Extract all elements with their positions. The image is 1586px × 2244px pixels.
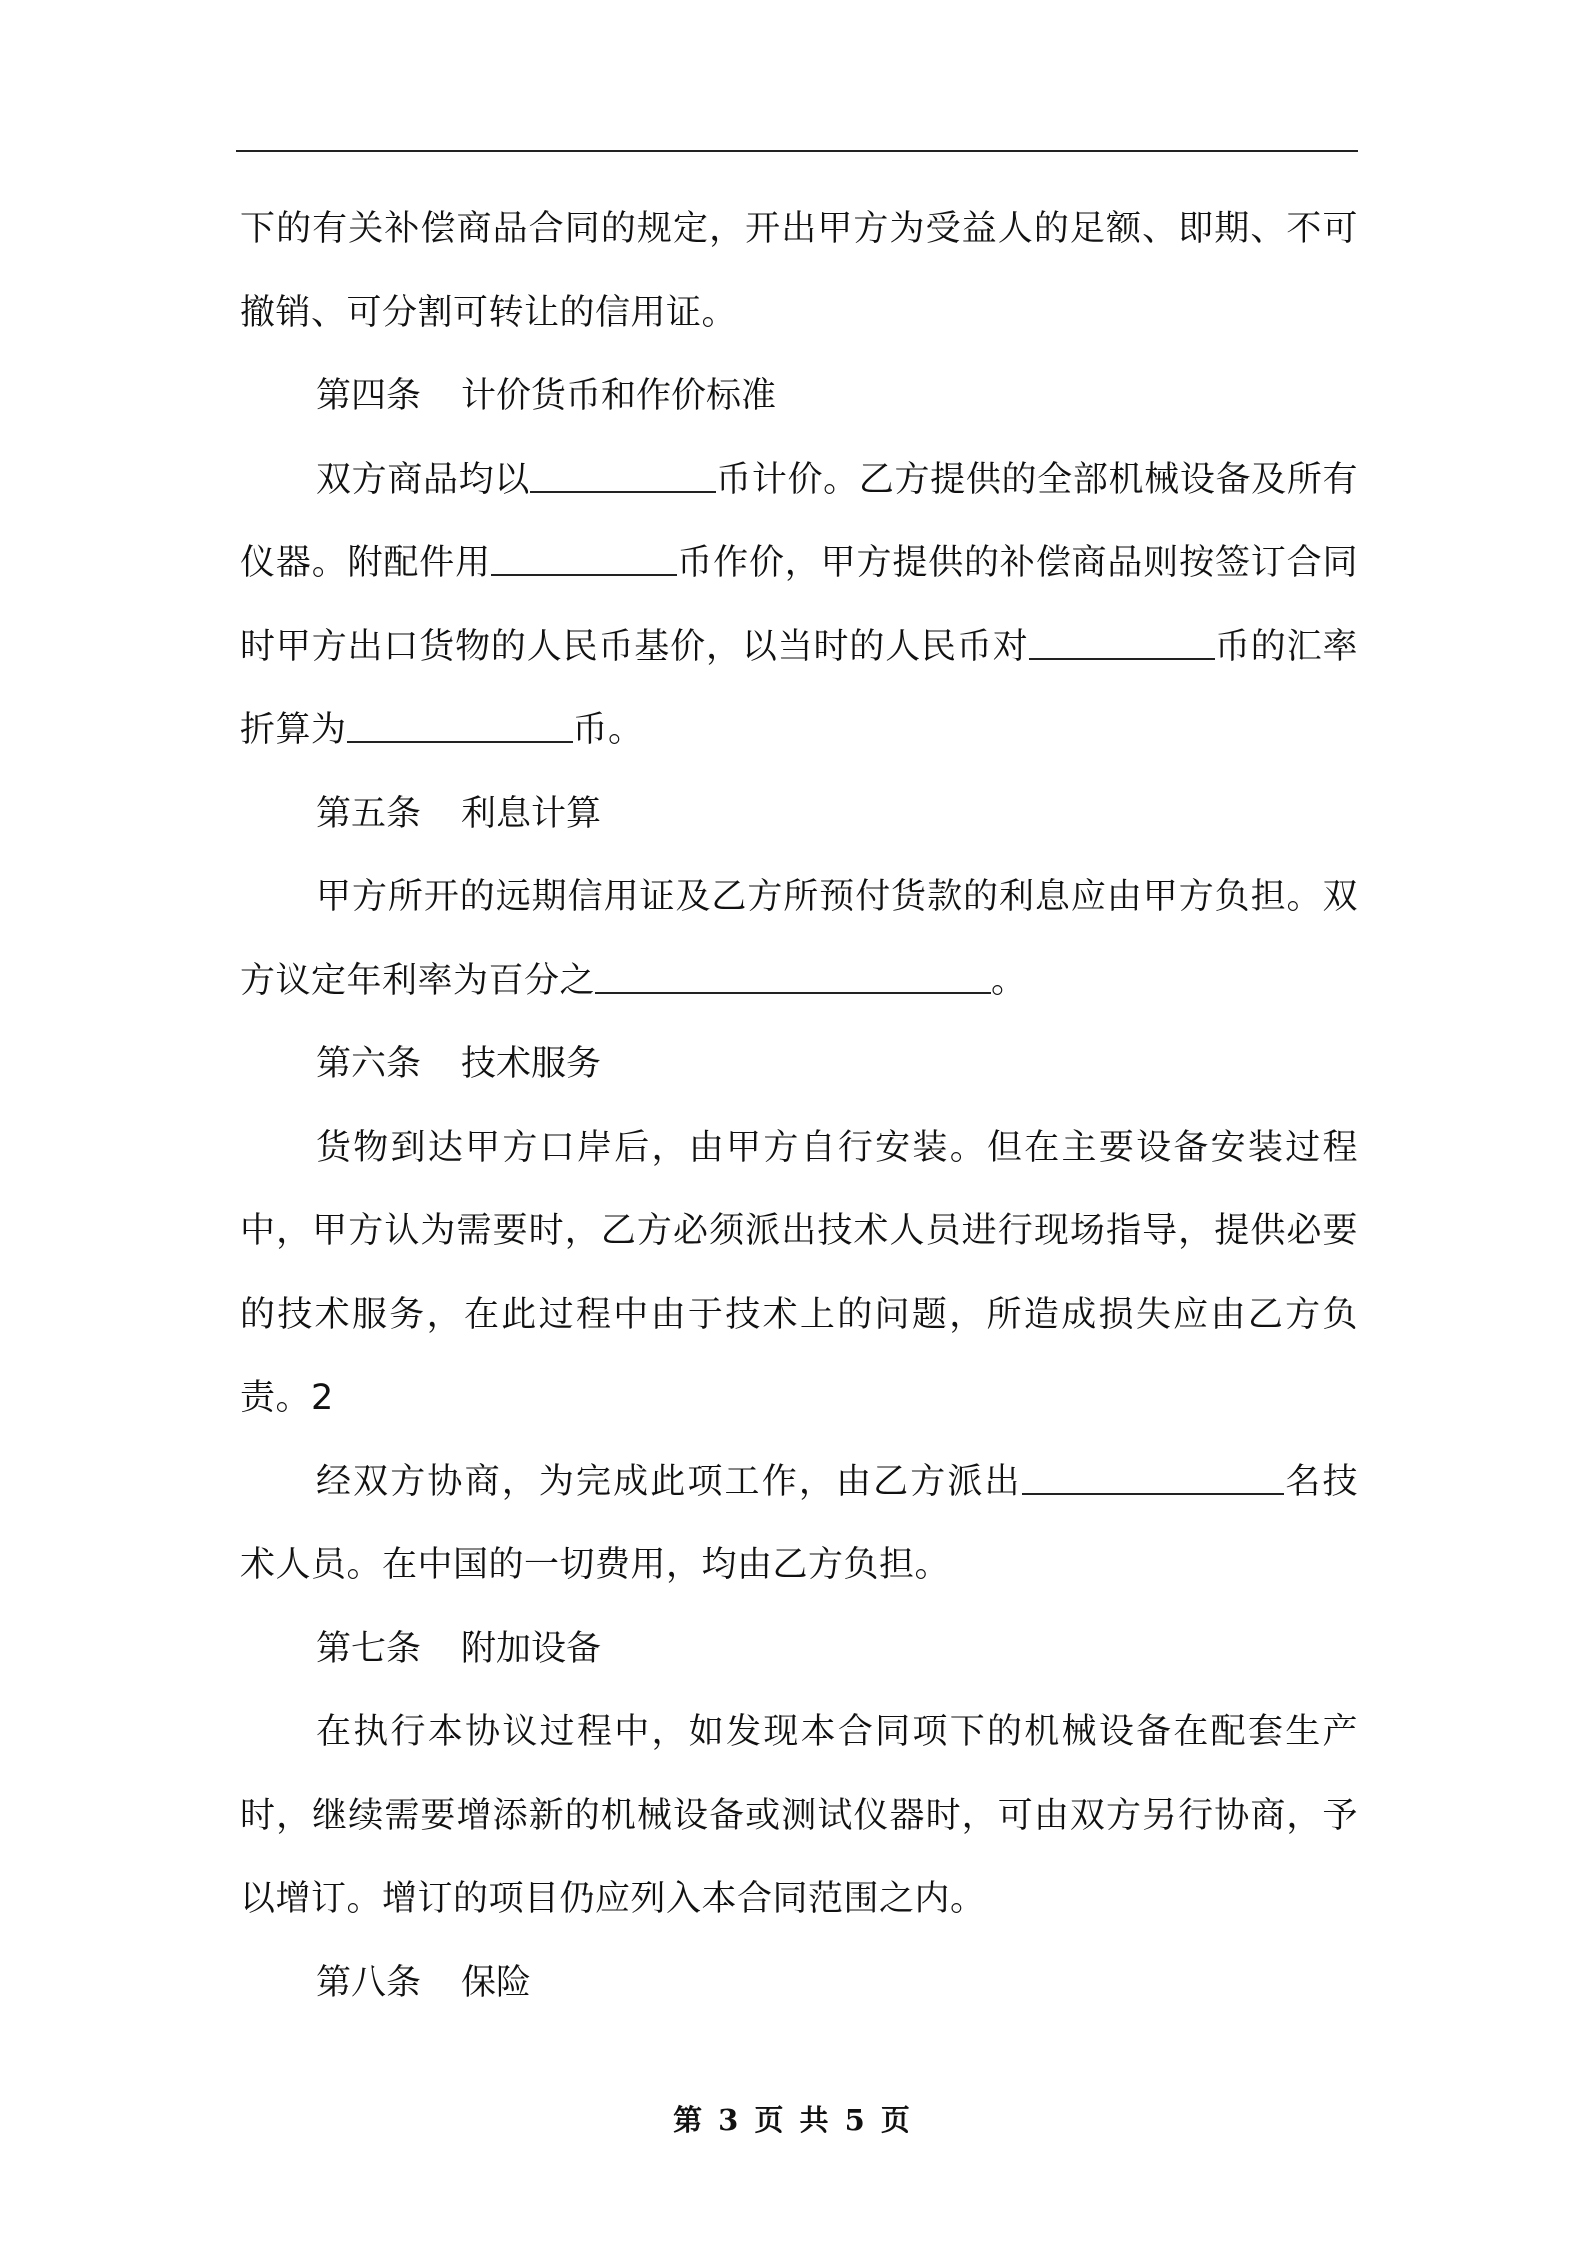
article-title: 保险 bbox=[461, 1962, 532, 2003]
header-rule bbox=[236, 150, 1358, 152]
article-8-heading bbox=[240, 1942, 1358, 2026]
article-number: 第八条 bbox=[316, 1962, 422, 2003]
article-5-body bbox=[240, 856, 1358, 1023]
article-number: 第六条 bbox=[316, 1044, 422, 1084]
article-7-body: 在执行本协议过程中，如发现本合同项下的机械设备在配套生产时，继续需要增添新的机械设备或测试仪器时，可由双方另行协商，予以增订。增订的项目仍应列入本合同范围之内。 bbox=[240, 1712, 1358, 1919]
text-run: 币作价，甲方提供的补偿商品则按签订合同时甲方出口货物的人民币基价，以当时的人民币对 bbox=[240, 543, 1358, 667]
text-run: 名技术人员。在中国的一切费用，均由乙方负担。 bbox=[240, 1461, 1358, 1585]
text-run: 币的汇率折算为 bbox=[240, 626, 1358, 750]
text-run: 双方商品均以 bbox=[316, 459, 530, 500]
text-run: 甲方所开的远期信用证及乙方所预付货款的利息应由甲方负担。双方议定年利率为百分之 bbox=[240, 877, 1358, 1001]
article-title: 技术服务 bbox=[461, 1044, 602, 1084]
article-number: 第五条 bbox=[316, 793, 422, 834]
fill-blank-staff-count[interactable] bbox=[1022, 1463, 1284, 1495]
fill-blank-rate[interactable] bbox=[347, 711, 573, 743]
article-4-heading bbox=[240, 355, 1358, 439]
article-4-body bbox=[240, 439, 1358, 773]
fill-blank-interest[interactable] bbox=[595, 962, 991, 994]
page-number-footer: 第 3 页 共 5 页 bbox=[673, 2103, 913, 2137]
article-number: 第四条 bbox=[316, 376, 422, 416]
article-6-heading bbox=[240, 1023, 1358, 1107]
article-title: 计价货币和作价标准 bbox=[461, 376, 777, 416]
article-title: 利息计算 bbox=[461, 793, 602, 834]
text-run: 。 bbox=[991, 960, 1027, 1001]
paragraph-continuation: 下的有关补偿商品合同的规定，开出甲方为受益人的足额、即期、不可撤销、可分割可转让的信用证。 bbox=[240, 209, 1358, 333]
fill-blank-currency-3[interactable] bbox=[1029, 628, 1215, 660]
article-number: 第七条 bbox=[316, 1628, 422, 1669]
text-run: 币计价。乙方提供的全部机械设备及所有仪器。附配件用 bbox=[240, 459, 1358, 583]
article-6-body-2 bbox=[240, 1441, 1358, 1608]
document-body bbox=[240, 188, 1358, 2025]
fill-blank-currency-1[interactable] bbox=[530, 461, 716, 493]
fill-blank-currency-2[interactable] bbox=[491, 544, 677, 576]
article-6-body: 货物到达甲方口岸后，由甲方自行安装。但在主要设备安装过程中，甲方认为需要时，乙方必须派出技术人员进行现场指导，提供必要的技术服务，在此过程中由于技术上的问题，所造成损失应由乙方负责。2 bbox=[240, 1127, 1358, 1418]
article-7-heading bbox=[240, 1608, 1358, 1692]
article-title: 附加设备 bbox=[461, 1628, 602, 1669]
text-run: 经双方协商，为完成此项工作，由乙方派出 bbox=[316, 1461, 1022, 1502]
text-run: 币。 bbox=[572, 710, 644, 750]
article-5-heading bbox=[240, 773, 1358, 857]
